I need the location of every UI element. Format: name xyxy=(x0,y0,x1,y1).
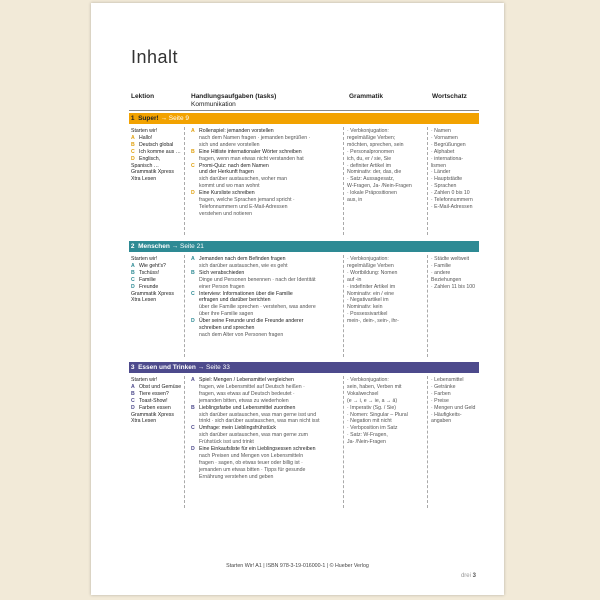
grammatik-line: · Satz: W-Fragen, xyxy=(347,432,388,439)
handlung-line xyxy=(191,190,310,197)
separator xyxy=(184,376,185,508)
lektion-line xyxy=(131,384,181,391)
unit-1-handlung xyxy=(191,128,310,218)
lektion-text: Tiere essen? xyxy=(139,390,169,397)
separator xyxy=(427,376,428,508)
lektion-line xyxy=(131,263,174,270)
lektion-text: Starten wir! xyxy=(131,377,158,383)
handlung-line xyxy=(191,270,316,277)
handlung-text: über ihre Familie sagen xyxy=(199,311,254,318)
handlung-line xyxy=(191,135,310,142)
section-letter: C xyxy=(131,397,135,404)
lektion-text: Englisch, xyxy=(139,155,161,162)
grammatik-line: · Wortbildung: Nomen xyxy=(347,269,398,276)
handlung-text: sich und andere vorstellen xyxy=(199,141,260,148)
page-digit: 3 xyxy=(472,573,476,579)
section-letter: A xyxy=(131,383,135,390)
wortschatz-line: · Sprachen xyxy=(431,183,457,190)
lektion-line xyxy=(131,135,181,142)
page-title: Inhalt xyxy=(131,47,179,67)
handlung-line xyxy=(191,291,316,298)
wortschatz-line: · Häufigkeits- xyxy=(431,411,462,418)
unit-2-name: Menschen xyxy=(138,243,170,250)
footer-isbn: Starten Wir! A1 | ISBN 978-3-19-016000-1 | © Hueber Verlog xyxy=(226,563,369,569)
section-letter: B xyxy=(131,390,135,397)
separator xyxy=(427,255,428,357)
wortschatz-line: · internationa- xyxy=(431,155,464,162)
grammatik-line: · definiter Artikel im xyxy=(347,162,392,169)
handlung-text: jemanden bitten, etwas zu wiederholen xyxy=(199,397,289,404)
lektion-text: Tschüss! xyxy=(139,269,160,276)
lektion-line xyxy=(131,176,181,183)
grammatik-line: · lokale Präpositionen xyxy=(347,190,397,197)
handlung-text: Promi-Quiz: nach dem Namen xyxy=(199,162,269,169)
unit-3-name: Essen und Trinken xyxy=(138,364,196,371)
wortschatz-line: · Hauptstädte xyxy=(431,176,463,183)
handlung-line xyxy=(191,418,320,425)
unit-2-lektion xyxy=(131,256,174,304)
lektion-text: Grammatik Xpress xyxy=(131,290,174,297)
handlung-text: Frühstück isst und trinkt xyxy=(199,439,254,446)
header-handlung xyxy=(191,93,276,109)
unit-2-number: 2 xyxy=(130,243,135,250)
handlung-text: Eine Kursliste schreiben xyxy=(199,190,255,197)
handlung-text: Telefonnummern und E-Mail-Adressen xyxy=(199,203,288,210)
grammatik-line: · Negativartikel im xyxy=(347,297,389,304)
handlung-line xyxy=(191,297,316,304)
wortschatz-line: lismen xyxy=(431,162,446,169)
section-letter: B xyxy=(131,269,135,276)
handlung-line xyxy=(191,460,320,467)
section-letter: B xyxy=(191,269,195,276)
page-word: drei xyxy=(460,573,471,579)
handlung-line xyxy=(191,474,320,481)
unit-1-name: Super! xyxy=(138,115,159,122)
grammatik-line: mein-, dein-, sein-, ihr- xyxy=(347,318,399,325)
wortschatz-line: · Mengen und Geld xyxy=(431,404,476,411)
unit-2-grammatik xyxy=(347,256,399,325)
handlung-text: Jemanden nach dem Befinden fragen xyxy=(199,256,286,262)
section-letter: D xyxy=(191,318,195,325)
section-letter: C xyxy=(191,290,195,297)
lektion-line xyxy=(131,156,181,163)
handlung-text: jemanden um etwas bitten · Tipps für gesunde xyxy=(199,466,306,473)
handlung-line xyxy=(191,446,320,453)
separator xyxy=(343,255,344,357)
lektion-text: Toast-Show! xyxy=(139,397,168,404)
grammatik-line: · Verbkonjugation: xyxy=(347,256,389,262)
section-letter: C xyxy=(131,276,135,283)
handlung-text: Eine Hitliste internationaler Wörter schreiben xyxy=(199,148,302,155)
grammatik-line: · Personalpronomen xyxy=(347,148,395,155)
lektion-line xyxy=(131,391,181,398)
handlung-text: Rollenspiel: jemanden vorstellen xyxy=(199,128,274,134)
wortschatz-line: · E-Mail-Adressen xyxy=(431,203,473,210)
handlung-text: sich darüber austauschen, was man gerne isst und xyxy=(199,411,317,418)
wortschatz-line: Beziehungen xyxy=(431,276,462,283)
lektion-line xyxy=(131,418,181,425)
lektion-text: Hallo! xyxy=(139,134,153,141)
lektion-line xyxy=(131,149,181,156)
handlung-text: nach dem Namen fragen · jemanden begrüßen · xyxy=(199,134,311,141)
grammatik-line: (e → i, e → ie, a → ä) xyxy=(347,397,398,404)
wortschatz-line: · Lebensmittel xyxy=(431,377,464,383)
handlung-line xyxy=(191,439,320,446)
lektion-line xyxy=(131,377,181,384)
grammatik-line: · Negation mit nicht xyxy=(347,418,392,425)
handlung-text: Lieblingsfarbe und Lebensmittel zuordnen xyxy=(199,404,296,411)
handlung-line xyxy=(191,432,320,439)
section-letter: A xyxy=(191,128,195,134)
wortschatz-line: · Zahlen 0 bis 10 xyxy=(431,190,470,197)
handlung-text: fragen · sagen, ob etwas teuer oder billig ist · xyxy=(199,459,303,466)
section-letter: C xyxy=(191,425,195,432)
unit-1-page: → Seite 9 xyxy=(160,115,190,122)
grammatik-line: Nominativ: kein xyxy=(347,304,383,311)
unit-1-lektion xyxy=(131,128,181,183)
section-letter: C xyxy=(191,162,195,169)
wortschatz-line: · Städte weltweit xyxy=(431,256,470,262)
wortschatz-line: · Namen xyxy=(431,128,451,134)
unit-1-bar[interactable] xyxy=(129,113,479,124)
wortschatz-line: · Begrüßungen xyxy=(431,141,466,148)
handlung-line xyxy=(191,128,310,135)
handlung-text: verstehen und notieren xyxy=(199,210,253,217)
handlung-text: sich darüber austauschen, was man gerne zum xyxy=(199,432,308,439)
handlung-line xyxy=(191,149,310,156)
lektion-line xyxy=(131,142,181,149)
handlung-line xyxy=(191,284,316,291)
lektion-text: Familie xyxy=(139,276,156,283)
grammatik-line: · Verbkonjugation: xyxy=(347,128,389,134)
unit-3-handlung xyxy=(191,377,320,481)
handlung-text: Ernährung verstehen und geben xyxy=(199,473,274,480)
handlung-line xyxy=(191,453,320,460)
unit-1-wortschatz xyxy=(431,128,473,211)
handlung-line xyxy=(191,467,320,474)
handlung-line xyxy=(191,256,316,263)
section-letter: D xyxy=(131,404,135,411)
unit-2-wortschatz xyxy=(431,256,475,291)
header-handlung-sub: Kommunikation xyxy=(191,101,236,108)
header-handlung-title: Handlungsaufgaben (tasks) xyxy=(191,93,277,100)
lektion-line xyxy=(131,270,174,277)
grammatik-line: ich, du, er / sie, Sie xyxy=(347,155,392,162)
grammatik-line: regelmäßige Verben; xyxy=(347,134,396,141)
handlung-line xyxy=(191,176,310,183)
handlung-text: über die Familie sprechen · verstehen, was andere xyxy=(199,304,316,311)
handlung-line xyxy=(191,142,310,149)
section-letter: A xyxy=(191,256,195,262)
wortschatz-line: · Länder xyxy=(431,169,451,176)
lektion-text: Xtra Lesen xyxy=(131,418,157,425)
handlung-line xyxy=(191,204,310,211)
unit-3-lektion xyxy=(131,377,181,425)
handlung-text: Umfrage: mein Lieblingsfrühstück xyxy=(199,425,276,432)
grammatik-line: · Verbkonjugation: xyxy=(347,377,389,383)
lektion-text: Xtra Lesen xyxy=(131,176,157,183)
lektion-line xyxy=(131,291,174,298)
handlung-text: Interview: Informationen über die Familie xyxy=(199,290,293,297)
handlung-text: Eine Einkaufsliste für ein Lieblingsessen schreiben xyxy=(199,446,316,453)
lektion-line xyxy=(131,169,181,176)
handlung-text: fragen, welche Sprachen jemand spricht · xyxy=(199,197,295,204)
wortschatz-line: · Telefonnummern xyxy=(431,197,473,204)
header-wortschatz: Wortschatz xyxy=(432,93,467,100)
handlung-text: Dinge und Personen benennen · nach der Identität xyxy=(199,276,316,283)
section-letter: D xyxy=(131,155,135,162)
grammatik-line: aus, in xyxy=(347,197,363,204)
lektion-line xyxy=(131,163,181,170)
handlung-text: einer Person fragen xyxy=(199,283,245,290)
lektion-text: Starten wir! xyxy=(131,128,158,134)
separator xyxy=(184,127,185,235)
wortschatz-line: angaben xyxy=(431,418,452,425)
handlung-text: sich darüber austauschen, woher man xyxy=(199,176,287,183)
section-letter: B xyxy=(191,404,195,411)
unit-1-number: 1 xyxy=(130,115,135,122)
section-letter: D xyxy=(191,190,195,197)
section-letter: D xyxy=(131,283,135,290)
lektion-line xyxy=(131,297,174,304)
unit-3-number: 3 xyxy=(130,364,135,371)
handlung-line xyxy=(191,325,316,332)
section-letter: A xyxy=(131,134,135,141)
unit-2-page: → Seite 21 xyxy=(171,243,204,250)
handlung-line xyxy=(191,398,320,405)
grammatik-line: möchten, sprechen, sein xyxy=(347,141,404,148)
handlung-line xyxy=(191,163,310,170)
handlung-text: Sich verabschieden xyxy=(199,269,245,276)
grammatik-line: · Possessivartikel xyxy=(347,311,388,318)
wortschatz-line: · andere xyxy=(431,269,451,276)
grammatik-line: regelmäßige Verben xyxy=(347,262,394,269)
unit-3-bar[interactable] xyxy=(129,362,479,373)
handlung-line xyxy=(191,384,320,391)
grammatik-line: Vokalwechsel xyxy=(347,390,379,397)
handlung-line xyxy=(191,197,310,204)
unit-2-handlung xyxy=(191,256,316,339)
handlung-text: sich darüber austauschen, wie es geht xyxy=(199,262,288,269)
lektion-line xyxy=(131,256,174,263)
unit-3-wortschatz xyxy=(431,377,475,425)
lektion-text: Ich komme aus … xyxy=(139,148,181,155)
handlung-text: trinkt · sich darüber austauschen, was man nicht isst xyxy=(199,418,320,425)
wortschatz-line: · Zahlen 11 bis 100 xyxy=(431,283,476,290)
separator xyxy=(427,127,428,235)
lektion-text: Wie geht's? xyxy=(139,262,166,269)
handlung-text: Spiel: Mengen / Lebensmittel vergleichen xyxy=(199,377,294,383)
handlung-text: fragen, wenn man etwas nicht verstanden hat xyxy=(199,155,304,162)
section-letter: B xyxy=(131,141,135,148)
handlung-line xyxy=(191,391,320,398)
lektion-line xyxy=(131,405,181,412)
section-letter: B xyxy=(191,148,195,155)
grammatik-line: · Imperativ (Sg. / Sie) xyxy=(347,404,397,411)
handlung-text: nach dem Alter von Personen fragen xyxy=(199,331,284,338)
handlung-line xyxy=(191,169,310,176)
grammatik-line: · Verbposition im Satz xyxy=(347,425,398,432)
handlung-text: schreiben und sprechen xyxy=(199,325,255,332)
handlung-line xyxy=(191,304,316,311)
handlung-line xyxy=(191,263,316,270)
wortschatz-line: · Preise xyxy=(431,397,449,404)
section-letter: D xyxy=(191,446,195,453)
handlung-line xyxy=(191,211,310,218)
grammatik-line: auf -in xyxy=(347,276,362,283)
wortschatz-line: · Farben xyxy=(431,390,451,397)
lektion-text: Farben essen xyxy=(139,404,171,411)
unit-3-grammatik xyxy=(347,377,408,446)
grammatik-line: sein, haben, Verben mit xyxy=(347,383,402,390)
lektion-text: Deutsch global xyxy=(139,141,174,148)
lektion-text: Obst und Gemüse xyxy=(139,383,182,390)
unit-3-page: → Seite 33 xyxy=(197,364,230,371)
lektion-text: Xtra Lesen xyxy=(131,297,157,304)
handlung-text: nach Preisen und Mengen von Lebensmitteln xyxy=(199,452,304,459)
grammatik-line: Nominativ: ein / eine xyxy=(347,290,394,297)
lektion-text: Spanisch … xyxy=(131,162,159,169)
handlung-line xyxy=(191,183,310,190)
handlung-text: fragen, was etwas auf Deutsch bedeutet · xyxy=(199,390,295,397)
grammatik-line: · Satz: Aussagesatz, xyxy=(347,176,395,183)
handlung-line xyxy=(191,412,320,419)
lektion-text: Grammatik Xpress xyxy=(131,169,174,176)
wortschatz-line: · Familie xyxy=(431,262,451,269)
lektion-line xyxy=(131,398,181,405)
lektion-line xyxy=(131,412,181,419)
handlung-line xyxy=(191,156,310,163)
grammatik-line: · indefiniter Artikel im xyxy=(347,283,396,290)
grammatik-line: · Nomen: Singular – Plural xyxy=(347,411,408,418)
header-divider xyxy=(129,110,479,111)
wortschatz-line: · Vornamen xyxy=(431,134,458,141)
handlung-text: erfragen und darüber berichten xyxy=(199,297,271,304)
handlung-line xyxy=(191,377,320,384)
unit-2-bar[interactable] xyxy=(129,241,479,252)
section-letter: A xyxy=(191,377,195,383)
handlung-text: Über seine Freunde und die Freunde anderer xyxy=(199,318,304,325)
handlung-text: fragen, wie Lebensmittel auf Deutsch heißen · xyxy=(199,383,305,390)
unit-1-grammatik xyxy=(347,128,412,204)
wortschatz-line: · Getränke xyxy=(431,383,456,390)
handlung-line xyxy=(191,425,320,432)
grammatik-line: W-Fragen, Ja- /Nein-Fragen xyxy=(347,183,412,190)
contents-page xyxy=(91,3,504,595)
lektion-text: Grammatik Xpress xyxy=(131,411,174,418)
handlung-line xyxy=(191,277,316,284)
grammatik-line: Ja- /Nein-Fragen xyxy=(347,439,386,446)
separator xyxy=(343,376,344,508)
section-letter: C xyxy=(131,148,135,155)
lektion-line xyxy=(131,284,174,291)
section-letter: A xyxy=(131,262,135,269)
page-number xyxy=(461,573,476,579)
wortschatz-line: · Alphabet xyxy=(431,148,455,155)
separator xyxy=(184,255,185,357)
separator xyxy=(343,127,344,235)
lektion-line xyxy=(131,277,174,284)
handlung-text: kommt und wo man wohnt xyxy=(199,183,260,190)
grammatik-line: Nominativ: der, das, die xyxy=(347,169,402,176)
header-grammatik: Grammatik xyxy=(349,93,383,100)
lektion-text: Starten wir! xyxy=(131,256,158,262)
header-lektion: Lektion xyxy=(131,93,155,100)
lektion-text: Freunde xyxy=(139,283,159,290)
handlung-line xyxy=(191,332,316,339)
handlung-line xyxy=(191,405,320,412)
lektion-line xyxy=(131,128,181,135)
handlung-text: und der Herkunft fragen xyxy=(199,169,254,176)
handlung-line xyxy=(191,318,316,325)
